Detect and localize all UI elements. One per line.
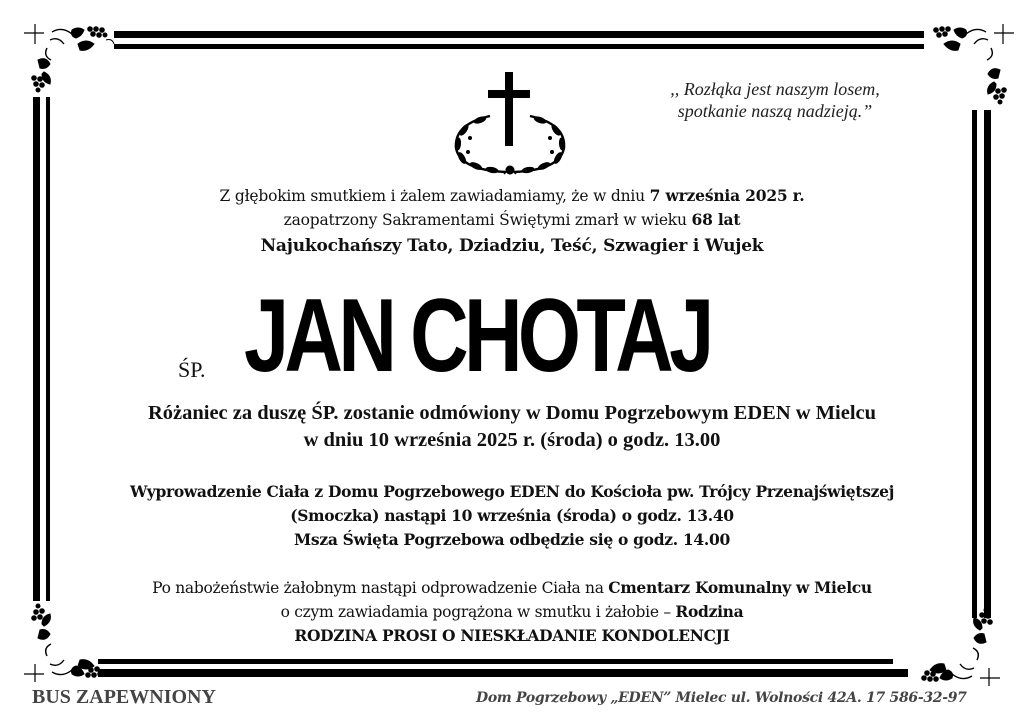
- family-relation: Najukochańszy Tato, Dziadziu, Teść, Szwagier i Wujek: [260, 236, 764, 256]
- grapevine-ornament-icon: [22, 20, 118, 100]
- procession-line-1: Wyprowadzenie Ciała z Domu Pogrzebowego EDEN do Kościoła pw. Trójcy Przenajświętszej: [129, 482, 895, 501]
- closing-info: [0, 576, 1024, 648]
- family-notice-text: o czym zawiadamia pogrążona w smutku i żałobie –: [280, 603, 676, 621]
- border-top-thick: [114, 31, 924, 38]
- rosary-info: [0, 400, 1024, 454]
- intro-line-1: [0, 184, 1024, 208]
- intro-line-2: [0, 208, 1024, 232]
- date-of-death: 7 września 2025 r.: [649, 186, 805, 205]
- procession-info: [0, 480, 1024, 552]
- family-signature: Rodzina: [675, 602, 744, 621]
- memorial-quote: [600, 78, 950, 122]
- closing-line-1: [0, 576, 1024, 600]
- burial-text: Po nabożeństwie żałobnym nastąpi odprowadzenie Ciała na: [152, 579, 609, 597]
- name-prefix: ŚP.: [178, 357, 206, 382]
- rosary-line-2: w dniu 10 września 2025 r. (środa) o godz. 13.00: [303, 429, 721, 451]
- rosary-line-1: Różaniec za duszę ŚP. zostanie odmówiony w Domu Pogrzebowym EDEN w Mielcu: [147, 402, 877, 424]
- condolence-request: RODZINA PROSI O NIESKŁADANIE KONDOLENCJI: [294, 626, 730, 645]
- wreath-icon: [450, 108, 570, 180]
- announcement-intro: [0, 184, 1024, 232]
- quote-line-2: spotkanie naszą nadzieją.”: [677, 101, 873, 121]
- intro-text: Z głębokim smutkiem i żalem zawiadamiamy, że w dniu: [219, 187, 650, 205]
- funeral-home-contact: Dom Pogrzebowy „EDEN” Mielec ul. Wolności 42A. 17 586-32-97: [476, 690, 967, 706]
- border-bottom-thin: [98, 659, 893, 664]
- border-top-thin: [114, 44, 924, 49]
- procession-line-2: (Smoczka) nastąpi 10 września (środa) o godz. 13.40: [290, 506, 734, 525]
- closing-line-2: [0, 600, 1024, 624]
- procession-line-3: Msza Święta Pogrzebowa odbędzie się o godz. 14.00: [294, 530, 730, 549]
- deceased-name: JAN CHOTAJ: [244, 278, 710, 394]
- age-text: zaopatrzony Sakramentami Świętymi zmarł w wieku: [283, 211, 692, 229]
- bus-notice: BUS ZAPEWNIONY: [32, 686, 216, 708]
- quote-line-1: ,, Rozłąka jest naszym losem,: [670, 79, 880, 99]
- border-bottom-thick: [98, 669, 908, 677]
- cemetery-name: Cmentarz Komunalny w Mielcu: [608, 578, 872, 597]
- age-value: 68 lat: [691, 210, 741, 229]
